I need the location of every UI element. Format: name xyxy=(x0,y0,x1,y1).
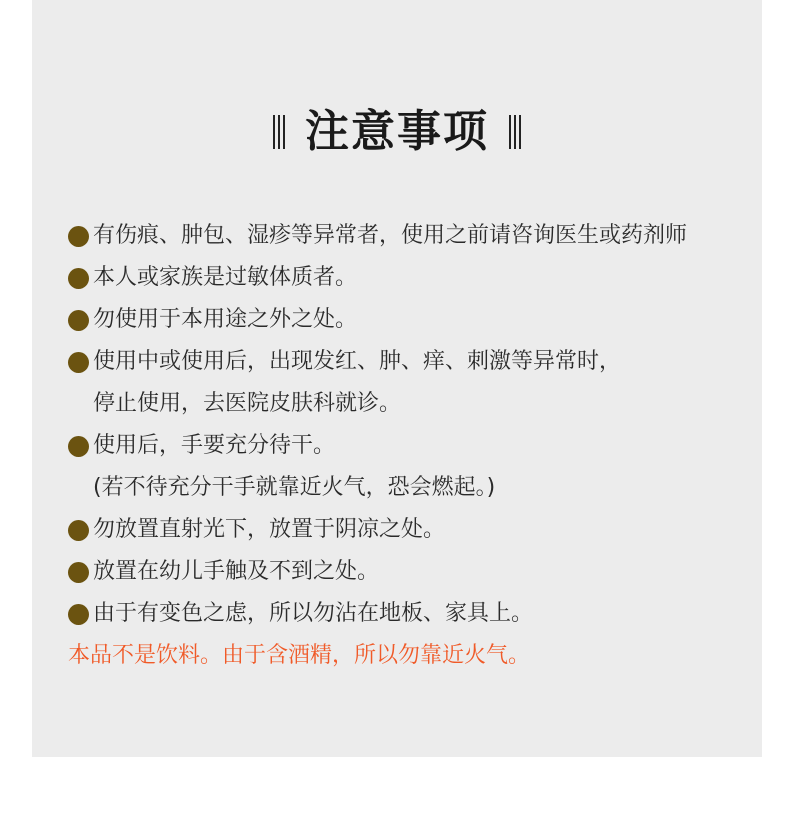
item-text: 勿使用于本用途之外之处。 xyxy=(93,307,358,332)
title-row xyxy=(32,102,762,162)
notice-panel xyxy=(32,0,762,757)
bullet-icon xyxy=(68,268,89,289)
bullet-icon xyxy=(68,226,89,247)
list-item xyxy=(68,551,758,593)
list-item xyxy=(68,341,758,383)
item-text: 使用中或使用后，出现发红、肿、痒、刺激等异常时， xyxy=(93,349,622,374)
warning-note: 本品不是饮料。由于含酒精，所以勿靠近火气。 xyxy=(68,643,531,668)
bullet-icon xyxy=(68,604,89,625)
item-text: 有伤痕、肿包、湿疹等异常者，使用之前请咨询医生或药剂师 xyxy=(93,223,688,248)
item-text: 本人或家族是过敏体质者。 xyxy=(93,265,358,290)
list-item-continuation: 停止使用，去医院皮肤科就诊。 xyxy=(93,391,402,416)
bullet-icon xyxy=(68,310,89,331)
precautions-list xyxy=(68,215,758,677)
bullet-icon xyxy=(68,562,89,583)
bullet-icon xyxy=(68,436,89,457)
list-item-continuation: (若不待充分干手就靠近火气，恐会燃起。) xyxy=(93,475,496,500)
list-item xyxy=(68,215,758,257)
list-item xyxy=(68,257,758,299)
title-left-bars-icon xyxy=(273,115,285,149)
item-text: 放置在幼儿手触及不到之处。 xyxy=(93,559,380,584)
list-item xyxy=(68,299,758,341)
list-item xyxy=(68,425,758,467)
title-right-bars-icon xyxy=(509,115,521,149)
item-text: 由于有变色之虑，所以勿沾在地板、家具上。 xyxy=(93,601,534,626)
item-text: 使用后，手要充分待干。 xyxy=(93,433,336,458)
item-text: 勿放置直射光下，放置于阴凉之处。 xyxy=(93,517,446,542)
list-item xyxy=(68,593,758,635)
page-title: 注意事项 xyxy=(305,106,489,157)
bullet-icon xyxy=(68,520,89,541)
list-item xyxy=(68,509,758,551)
bullet-icon xyxy=(68,352,89,373)
